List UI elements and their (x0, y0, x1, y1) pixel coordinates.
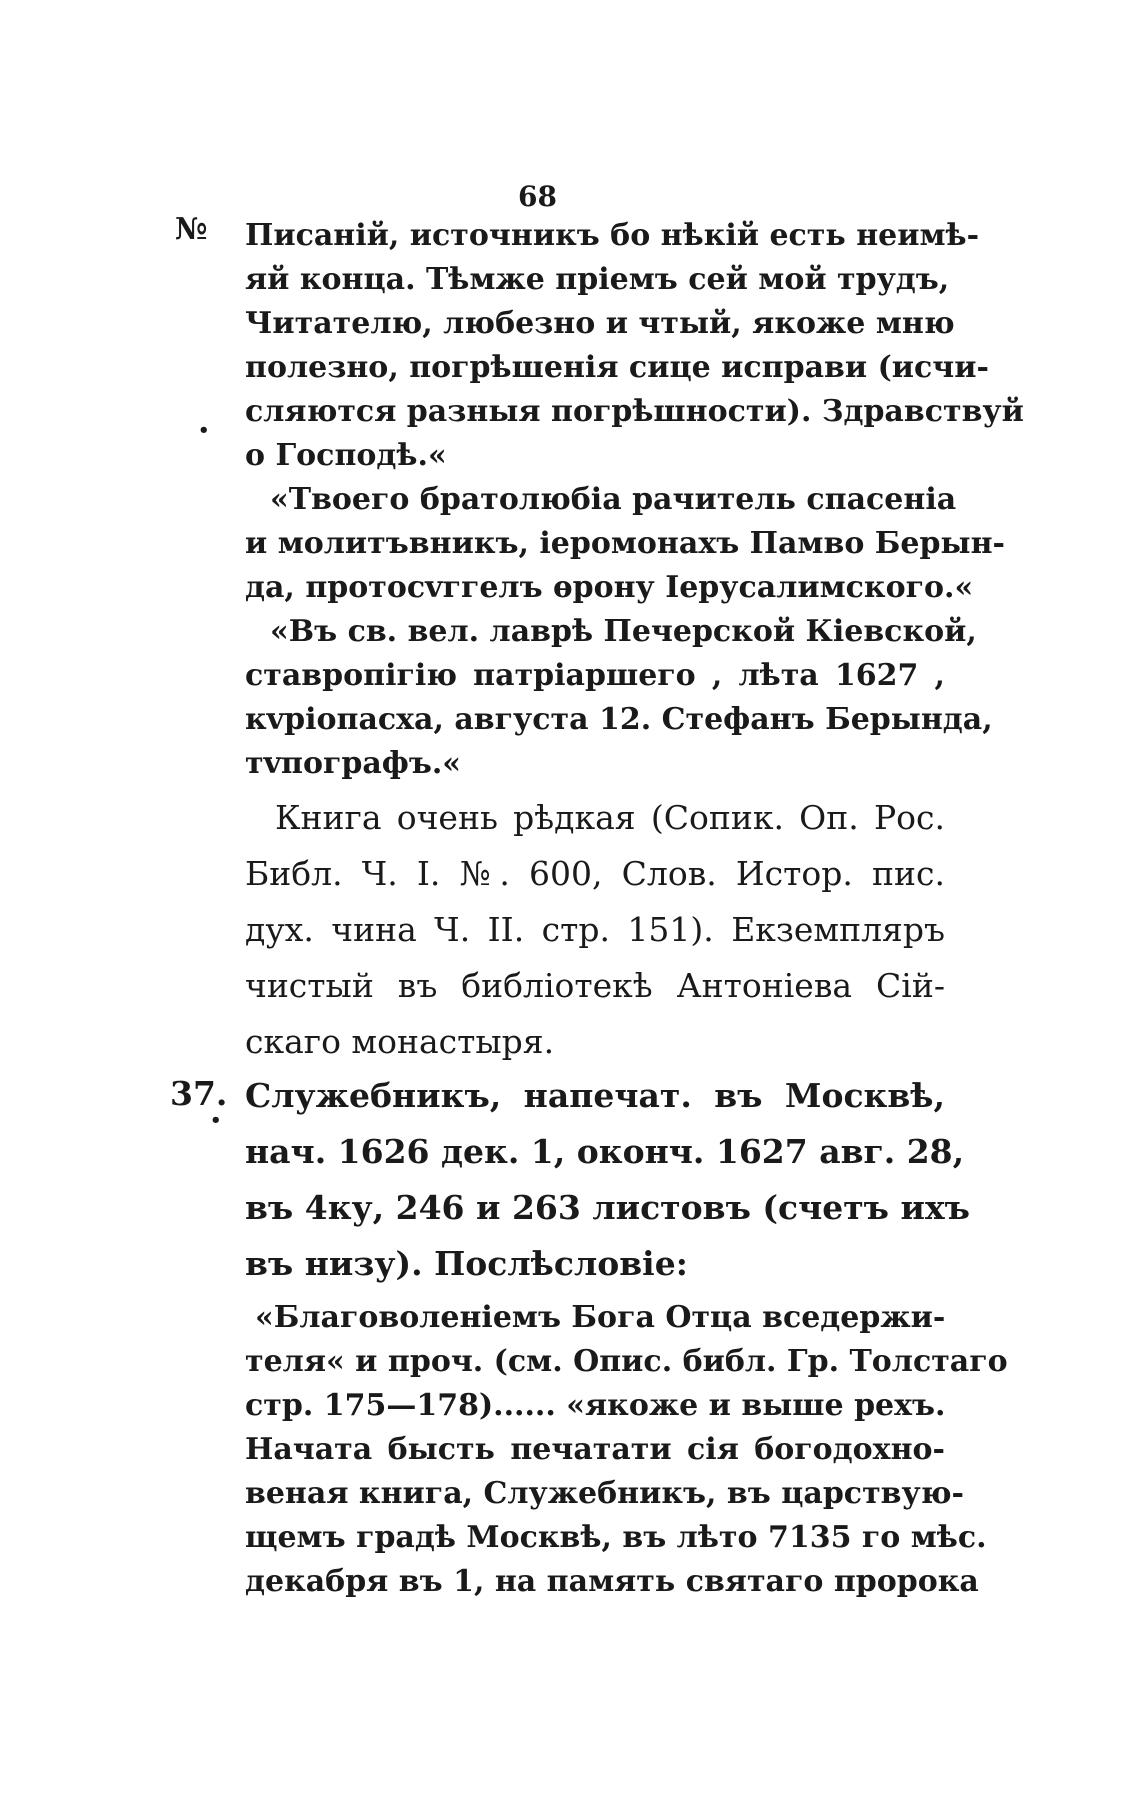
text-line: Начата бысть печатати сія богодохно- (245, 1432, 945, 1467)
text-line: Читателю, любезно и чтый, якоже мню (245, 306, 955, 341)
text-line: кvріопасха, августа 12. Стефанъ Берында, (245, 702, 993, 737)
text-line: и молитъвникъ, іеромонахъ Памво Берын- (245, 526, 1005, 561)
text-line: теля« и проч. (см. Опис. библ. Гр. Толстаго (245, 1344, 1008, 1379)
text-line: декабря въ 1, на память святаго пророка (245, 1564, 979, 1599)
text-line: дух. чина Ч. II. стр. 151). Екземпляръ (245, 910, 945, 949)
text-line: скаго монастыря. (245, 1022, 555, 1061)
margin-mark: • (198, 420, 210, 441)
text-line: «Въ св. вел. лаврѣ Печерской Кіевской, (270, 614, 977, 649)
text-line: чистый въ библіотекѣ Антоніева Сій- (245, 966, 945, 1005)
text-line: «Твоего братолюбіа рачитель спасеніа (270, 482, 957, 517)
text-line: ставропігію патріаршего , лѣта 1627 , (245, 658, 945, 693)
text-line: Библ. Ч. І. №. 600, Слов. Истор. пис. (245, 854, 945, 893)
text-line: яй конца. Тѣмже пріемъ сей мой трудъ, (245, 262, 950, 297)
text-line: Служебникъ, напечат. въ Москвѣ, (245, 1076, 945, 1115)
entry-number: 37. (170, 1074, 228, 1113)
text-line: о Господѣ.« (245, 438, 447, 473)
text-line: полезно, погрѣшенія сице исправи (исчи- (245, 350, 989, 385)
numero-mark: № (175, 212, 208, 247)
text-line: стр. 175—178)...... «якоже и выше рехъ. (245, 1388, 946, 1423)
text-line: веная книга, Служебникъ, въ царствую- (245, 1476, 964, 1511)
text-line: Книга очень рѣдкая (Сопик. Оп. Рос. (275, 798, 945, 837)
text-line: «Благоволеніемъ Бога Отца вседержи- (255, 1300, 946, 1335)
margin-mark: • (210, 1110, 222, 1131)
text-line: сляются разныя погрѣшности). Здравствуй (245, 394, 1024, 429)
text-line: щемъ градѣ Москвѣ, въ лѣто 7135 го мѣс. (245, 1520, 987, 1555)
text-line: въ низу). Послѣсловіе: (245, 1244, 688, 1283)
text-line: тvпографъ.« (245, 746, 462, 781)
text-line: въ 4ку, 246 и 263 листовъ (счетъ ихъ (245, 1188, 970, 1227)
text-line: да, протосvггелъ ѳрону Іерусалимского.« (245, 570, 974, 605)
text-line: Писаній, источникъ бо нѣкій есть неимѣ- (245, 218, 980, 253)
text-line: нач. 1626 дек. 1, оконч. 1627 авг. 28, (245, 1132, 965, 1171)
page-number: 68 (518, 180, 557, 213)
